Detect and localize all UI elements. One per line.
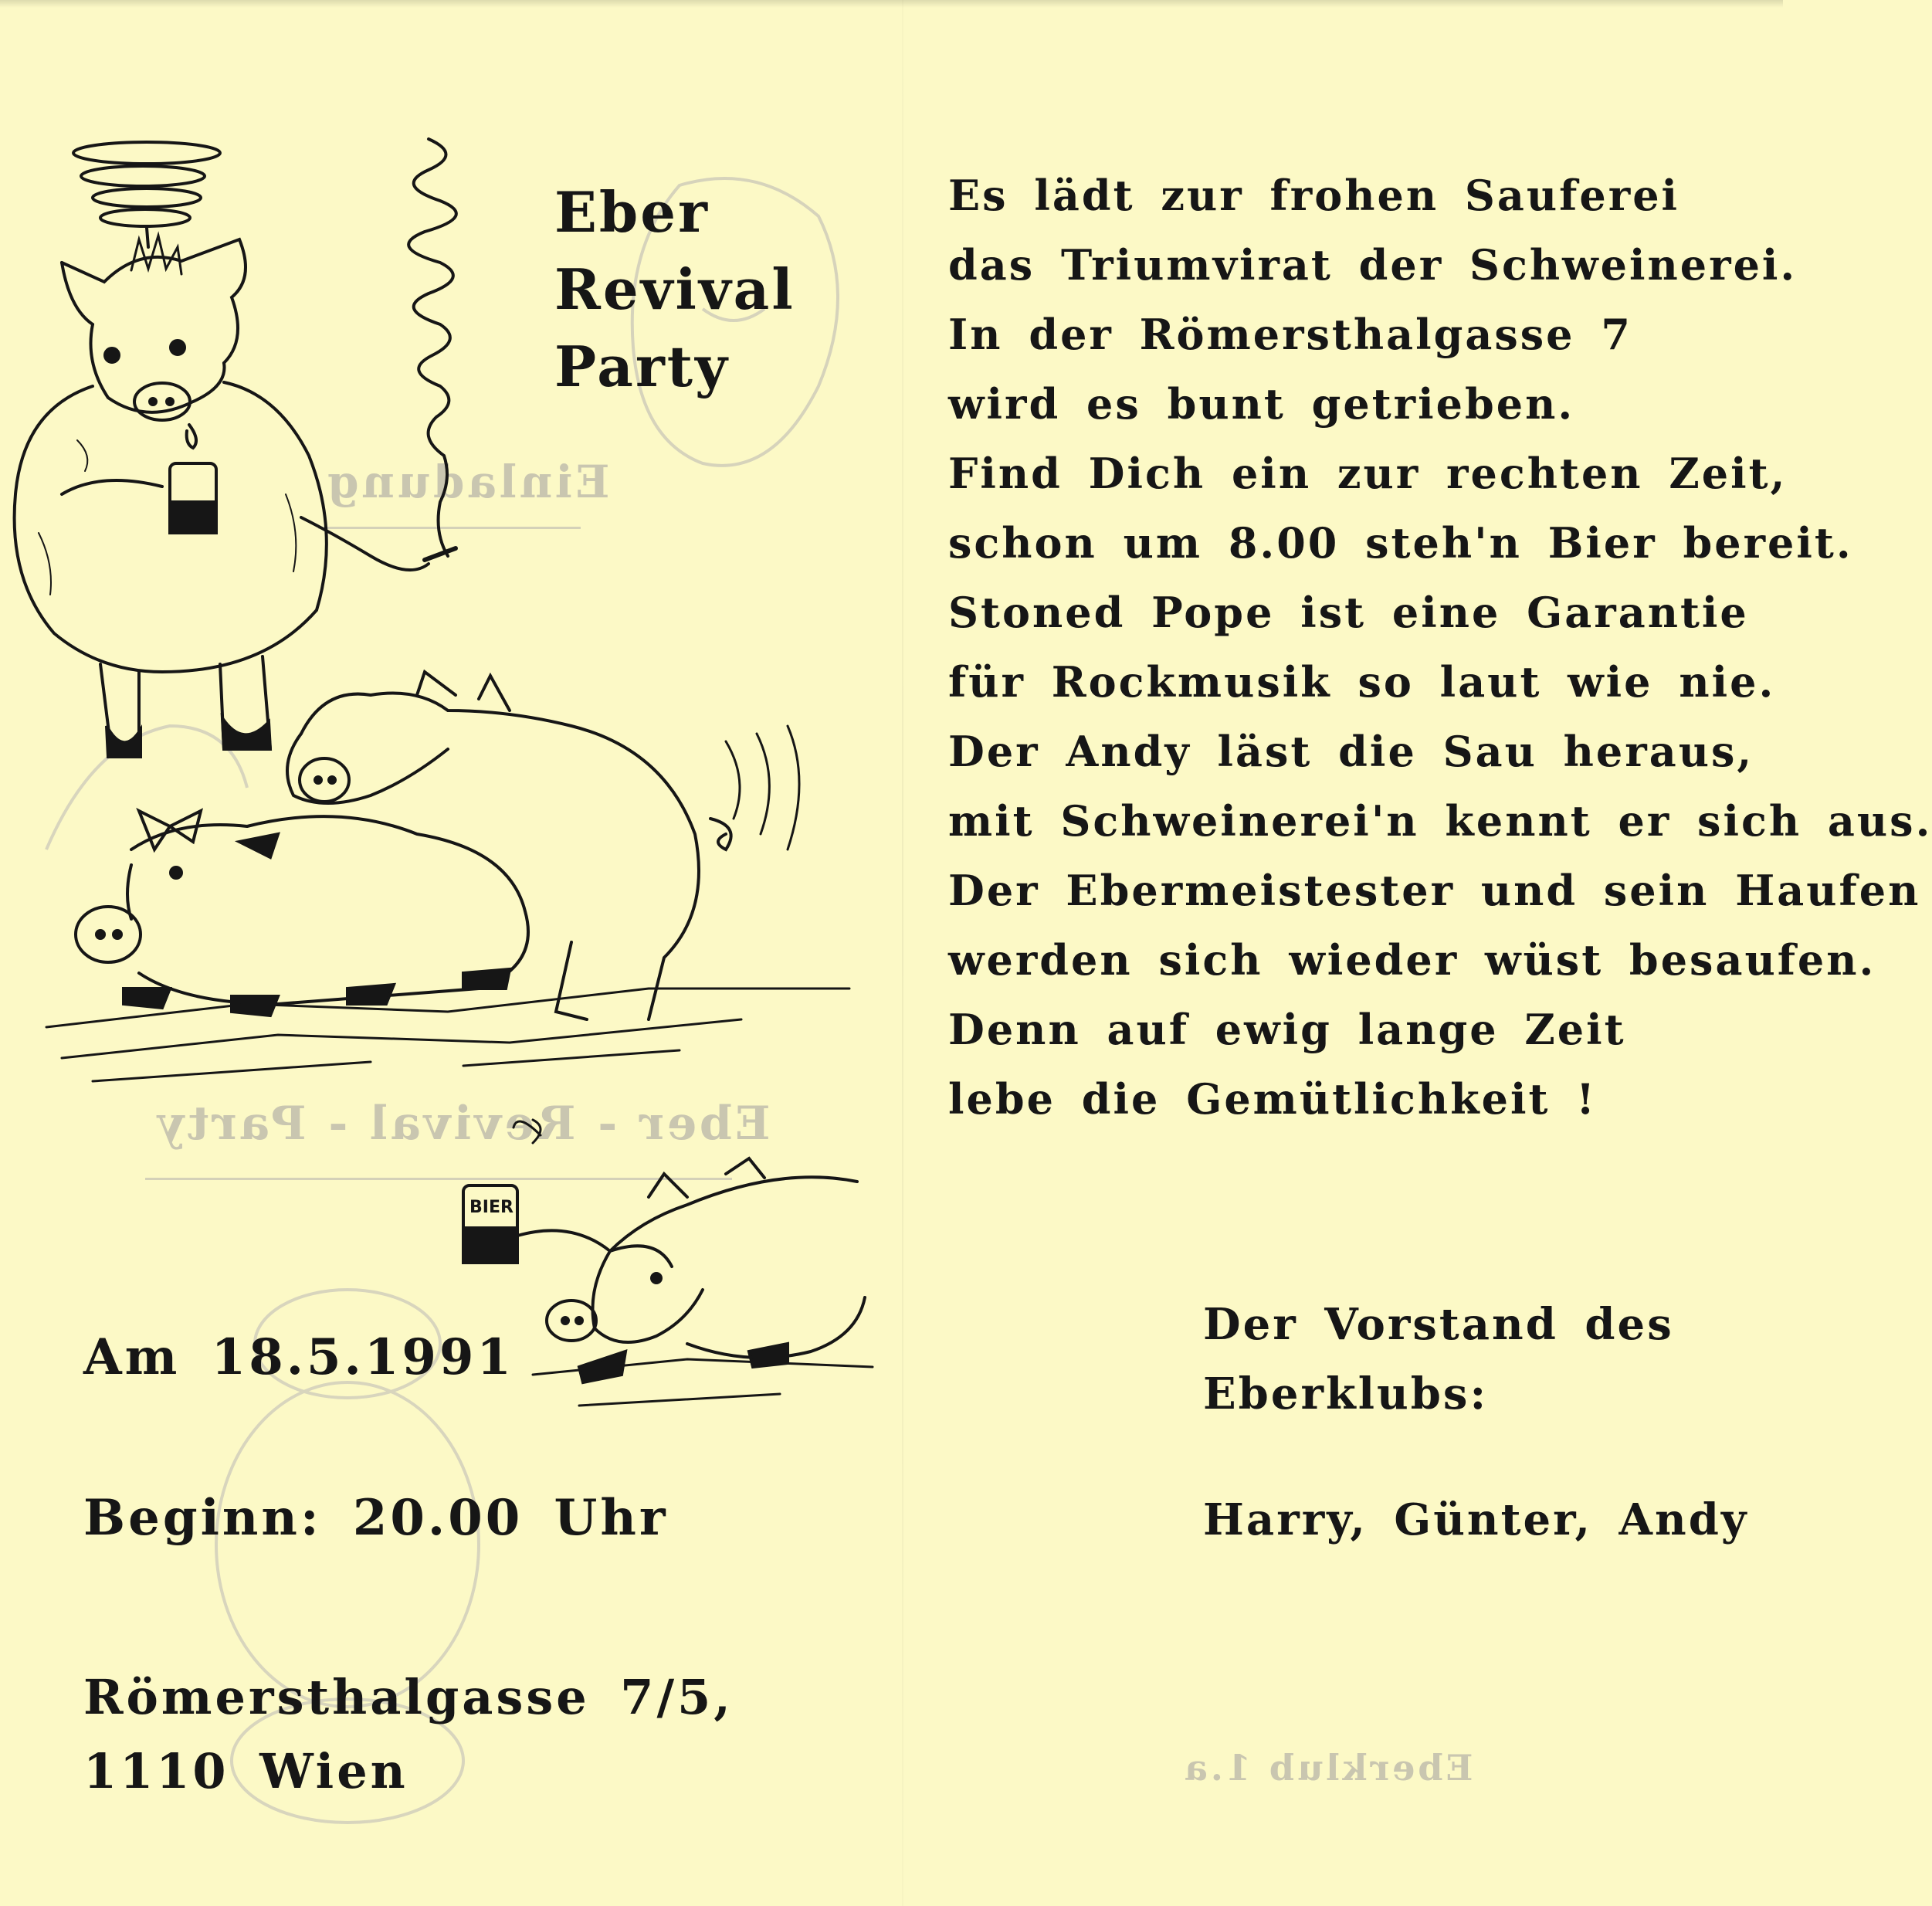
poem-line: für Rockmusik so laut wie nie. <box>948 657 1776 707</box>
invitation-poem <box>948 161 1932 1134</box>
ghost-text-party: Eber - Revival - Party <box>154 1097 771 1151</box>
party-title <box>554 174 795 405</box>
signature-names: Harry, Günter, Andy <box>1203 1494 1749 1545</box>
poem-line: Es lädt zur frohen Sauferei <box>948 171 1680 220</box>
poem-line: lebe die Gemütlichkeit ! <box>948 1074 1597 1124</box>
signature-line-1: Der Vorstand des <box>1203 1299 1674 1350</box>
title-line-1: Eber <box>554 179 710 245</box>
poem-line: werden sich wieder wüst besaufen. <box>948 935 1876 985</box>
signature-block <box>1203 1290 1674 1429</box>
event-address <box>83 1660 734 1809</box>
poem-line: Find Dich ein zur rechten Zeit, <box>948 449 1788 498</box>
title-line-2: Revival <box>554 256 795 322</box>
event-begin-time: Beginn: 20.00 Uhr <box>83 1489 669 1547</box>
poem-line: Der Ebermeistester und sein Haufen <box>948 866 1921 915</box>
two-pigs-illustration <box>46 664 849 1081</box>
address-street: Römersthalgasse 7/5, <box>83 1669 734 1725</box>
poem-line: Denn auf ewig lange Zeit <box>948 1005 1626 1054</box>
signature-line-2: Eberklubs: <box>1203 1368 1489 1419</box>
ghost-text-eberklub: Eberklub 1.a <box>1181 1747 1473 1789</box>
poem-line: schon um 8.00 steh'n Bier bereit. <box>948 518 1853 568</box>
ghost-text-einladung: Einladung <box>324 456 610 508</box>
can-label: BIER <box>469 1198 514 1217</box>
event-date: Am 18.5.1991 <box>83 1328 514 1386</box>
poem-line: wird es bunt getrieben. <box>948 379 1575 429</box>
poem-line: Der Andy läst die Sau heraus, <box>948 727 1754 776</box>
poem-line: Stoned Pope ist eine Garantie <box>948 588 1749 637</box>
address-city: 1110 Wien <box>83 1743 408 1799</box>
poem-line: mit Schweinerei'n kennt er sich aus. <box>948 796 1932 846</box>
title-line-3: Party <box>554 334 730 399</box>
poem-line: das Triumvirat der Schweinerei. <box>948 240 1798 290</box>
poem-line: In der Römersthalgasse 7 <box>948 310 1632 359</box>
pig-with-beer-illustration <box>456 1112 873 1421</box>
